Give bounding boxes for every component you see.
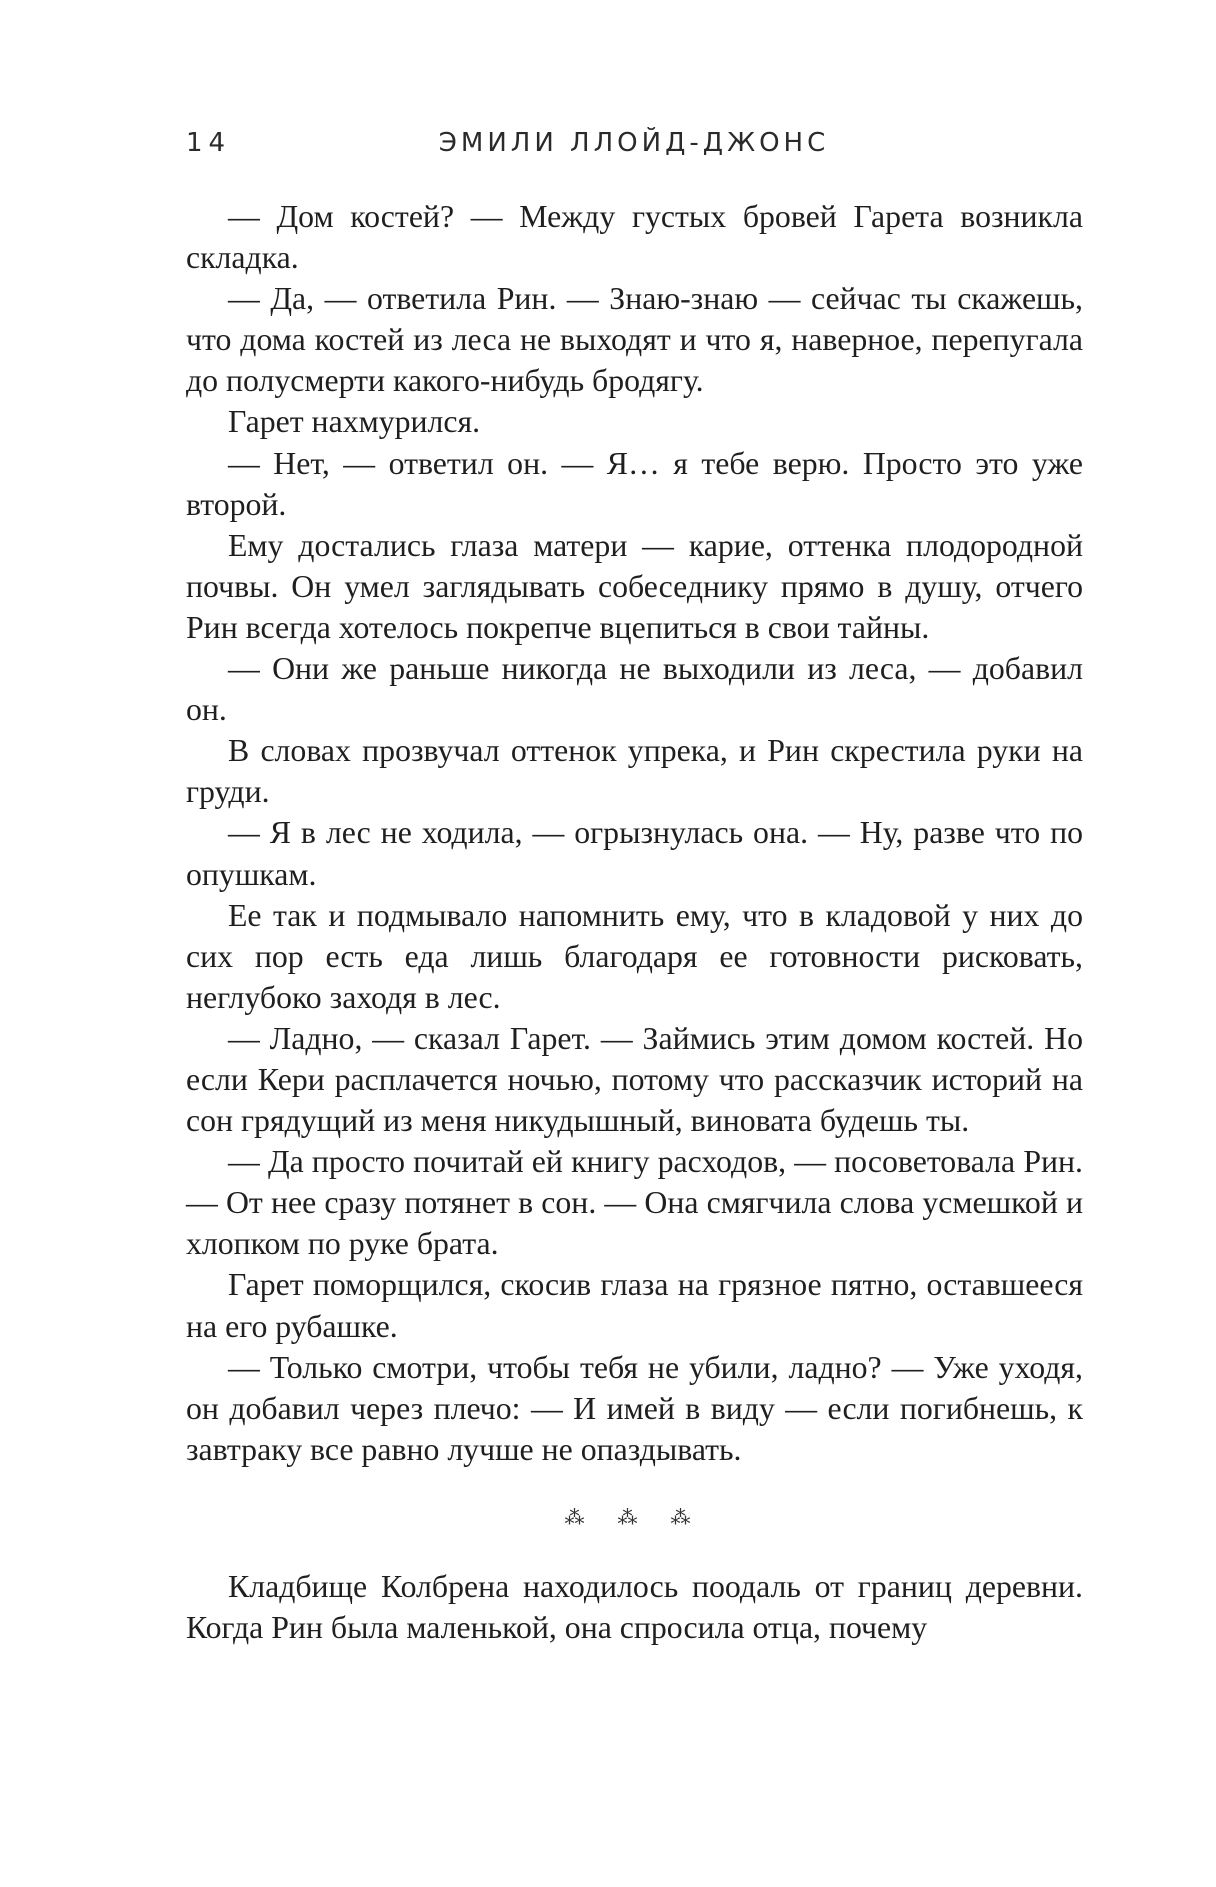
- paragraph: Гарет поморщился, скосив глаза на грязное пятно, оставшееся на его рубашке.: [186, 1267, 1083, 1344]
- paragraph: Ему достались глаза матери — карие, оттенка плодородной почвы. Он умел заглядывать собеседнику прямо в душу, отчего Рин всегда хотелось покрепче вцепиться в свои тайны.: [186, 527, 1083, 645]
- body-text: [186, 196, 1083, 1648]
- page-number: 14: [186, 128, 232, 158]
- paragraph: — Дом костей? — Между густых бровей Гарета возникла складка.: [186, 199, 1083, 276]
- paragraph: — Нет, — ответил он. — Я… я тебе верю. Просто это уже второй.: [186, 445, 1083, 522]
- paragraph: Кладбище Колбрена находилось поодаль от границ деревни. Когда Рин была маленькой, она спросила отца, почему: [186, 1568, 1083, 1645]
- paragraph: Гарет нахмурился.: [228, 404, 481, 440]
- paragraph: — Да, — ответила Рин. — Знаю-знаю — сейчас ты скажешь, что дома костей из леса не выходят и что я, наверное, перепугала до полусмерти какого-нибудь бродягу.: [186, 281, 1083, 399]
- paragraph: — Я в лес не ходила, — огрызнулась она. — Ну, разве что по опушкам.: [186, 815, 1083, 892]
- paragraph: — Ладно, — сказал Гарет. — Займись этим домом костей. Но если Кери расплачется ночью, потому что рассказчик историй на сон грядущий из меня никудышный, виновата будешь ты.: [186, 1020, 1083, 1139]
- paragraph: В словах прозвучал оттенок упрека, и Рин скрестила руки на груди.: [186, 733, 1083, 810]
- paragraph: Ее так и подмывало напомнить ему, что в кладовой у них до сих пор есть еда лишь благодаря ее готовности рисковать, неглубоко заходя в лес.: [186, 897, 1083, 1015]
- paragraph: — Да просто почитай ей книгу расходов, — посоветовала Рин. — От нее сразу потянет в сон. — Она смягчила слова усмешкой и хлопком по руке брата.: [186, 1144, 1083, 1262]
- scene-break: ⁂ ⁂ ⁂: [564, 1506, 705, 1529]
- book-author: ЭМИЛИ ЛЛОЙД-ДЖОНС: [438, 128, 830, 158]
- running-head: [186, 128, 1082, 168]
- paragraph: — Они же раньше никогда не выходили из леса, — добавил он.: [186, 651, 1083, 728]
- paragraph: — Только смотри, чтобы тебя не убили, ладно? — Уже уходя, он добавил через плечо: — И имей в виду — если погибнешь, к завтраку все равно лучше не опаздывать.: [186, 1349, 1083, 1467]
